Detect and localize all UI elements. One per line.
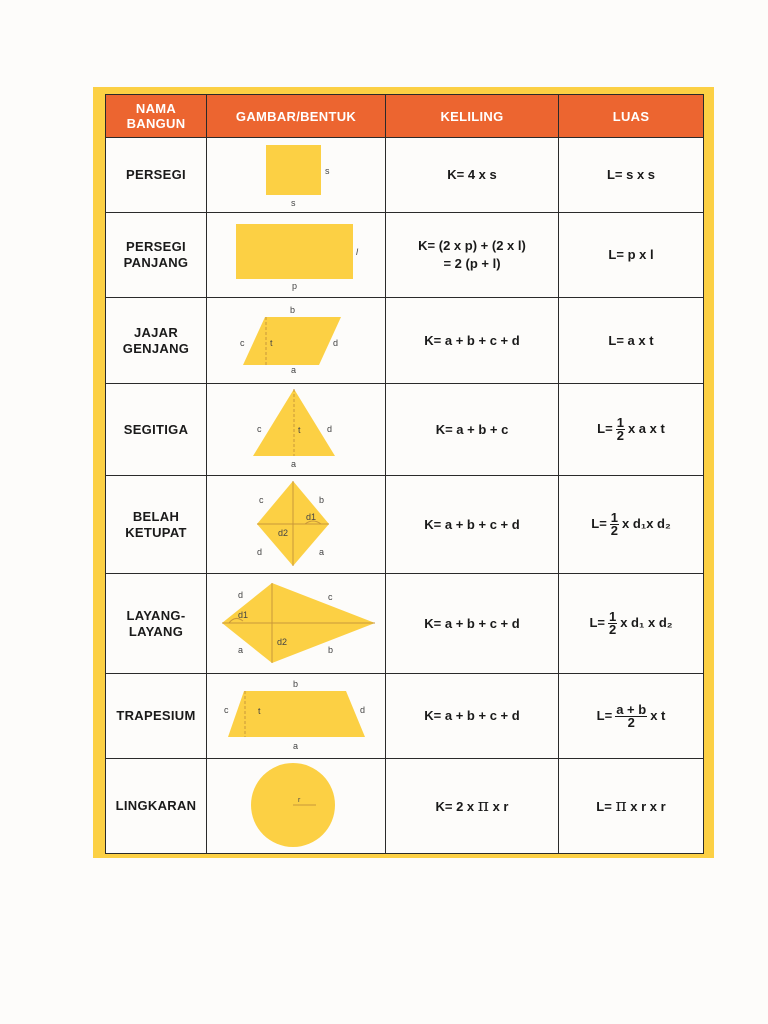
trapezoid-shape [207,674,385,758]
table-row [106,138,704,213]
svg-text:t: t [270,338,273,348]
table-row [106,476,704,574]
header-perimeter: KELILING [386,95,559,138]
header-name: NAMA BANGUN [106,95,207,138]
header-area: LUAS [559,95,704,138]
shape-name: PERSEGI [106,138,207,213]
svg-text:d: d [238,590,244,600]
svg-text:d: d [333,338,339,348]
perimeter-formula: K= a + b + c + d [386,574,559,674]
svg-text:c: c [240,338,245,348]
shape-drawing [207,384,386,476]
area-formula: L= $\frac{1}{2}$ x a x t [559,384,704,476]
area-formula: L= s x s [559,138,704,213]
square-shape [207,138,385,212]
svg-text:a: a [291,459,297,469]
shape-drawing [207,476,386,574]
perimeter-formula: K= a + b + c + d [386,476,559,574]
svg-text:d: d [327,424,333,434]
svg-text:t: t [298,425,301,435]
area-formula: L= $\frac{1}{2}$ x d₁ x d₂ [559,574,704,674]
svg-text:p: p [292,281,298,291]
shape-name: JAJAR GENJANG [106,298,207,384]
svg-text:l: l [356,247,358,257]
svg-text:a: a [293,741,299,751]
shape-drawing [207,674,386,759]
shape-drawing [207,138,386,213]
svg-text:c: c [257,424,262,434]
svg-text:c: c [224,705,229,715]
table-row [106,674,704,759]
shape-name: PERSEGI PANJANG [106,213,207,298]
svg-text:b: b [328,645,334,655]
svg-text:d1: d1 [306,512,317,522]
table-row [106,574,704,674]
area-formula: L= π x r x r [559,759,704,854]
header-shape: GAMBAR/BENTUK [207,95,386,138]
svg-text:d: d [257,547,263,557]
geometry-formula-table [105,94,704,854]
svg-text:s: s [325,166,330,176]
svg-text:c: c [328,592,333,602]
svg-text:a: a [319,547,325,557]
table-row [106,298,704,384]
svg-text:r: r [298,797,301,804]
svg-text:b: b [290,305,296,315]
perimeter-formula: K= 2 x π x r [386,759,559,854]
svg-text:b: b [293,679,299,689]
svg-text:d2: d2 [278,528,289,538]
shape-name: TRAPESIUM [106,674,207,759]
svg-text:d: d [360,705,366,715]
triangle-shape [207,384,385,475]
perimeter-formula: K= (2 x p) + (2 x l) = 2 (p + l) [386,213,559,298]
rectangle-shape [207,213,385,297]
perimeter-formula: K= a + b + c + d [386,674,559,759]
perimeter-formula: K= 4 x s [386,138,559,213]
svg-text:s: s [291,198,296,208]
svg-text:a: a [291,365,297,375]
svg-text:b: b [319,495,325,505]
area-formula: L= a x t [559,298,704,384]
rhombus-shape [207,476,385,573]
shape-name: LAYANG-LAYANG [106,574,207,674]
shape-drawing [207,213,386,298]
header-row [106,95,704,138]
svg-text:t: t [258,706,261,716]
shape-drawing [207,298,386,384]
kite-shape [207,574,385,673]
svg-text:a: a [238,645,244,655]
area-formula: L= $\frac{a + b}{2}$ x t [559,674,704,759]
area-formula: L= $\frac{1}{2}$ x d₁x d₂ [559,476,704,574]
shape-name: BELAH KETUPAT [106,476,207,574]
svg-text:d1: d1 [238,610,249,620]
svg-text:d2: d2 [277,637,288,647]
shape-name: LINGKARAN [106,759,207,854]
perimeter-formula: K= a + b + c [386,384,559,476]
svg-text:c: c [259,495,264,505]
shape-name: SEGITIGA [106,384,207,476]
circle-shape [207,759,385,853]
shape-drawing [207,759,386,854]
table-row [106,213,704,298]
table-row [106,384,704,476]
parallelogram-shape [207,298,385,383]
shape-drawing [207,574,386,674]
perimeter-formula: K= a + b + c + d [386,298,559,384]
table-row [106,759,704,854]
area-formula: L= p x l [559,213,704,298]
